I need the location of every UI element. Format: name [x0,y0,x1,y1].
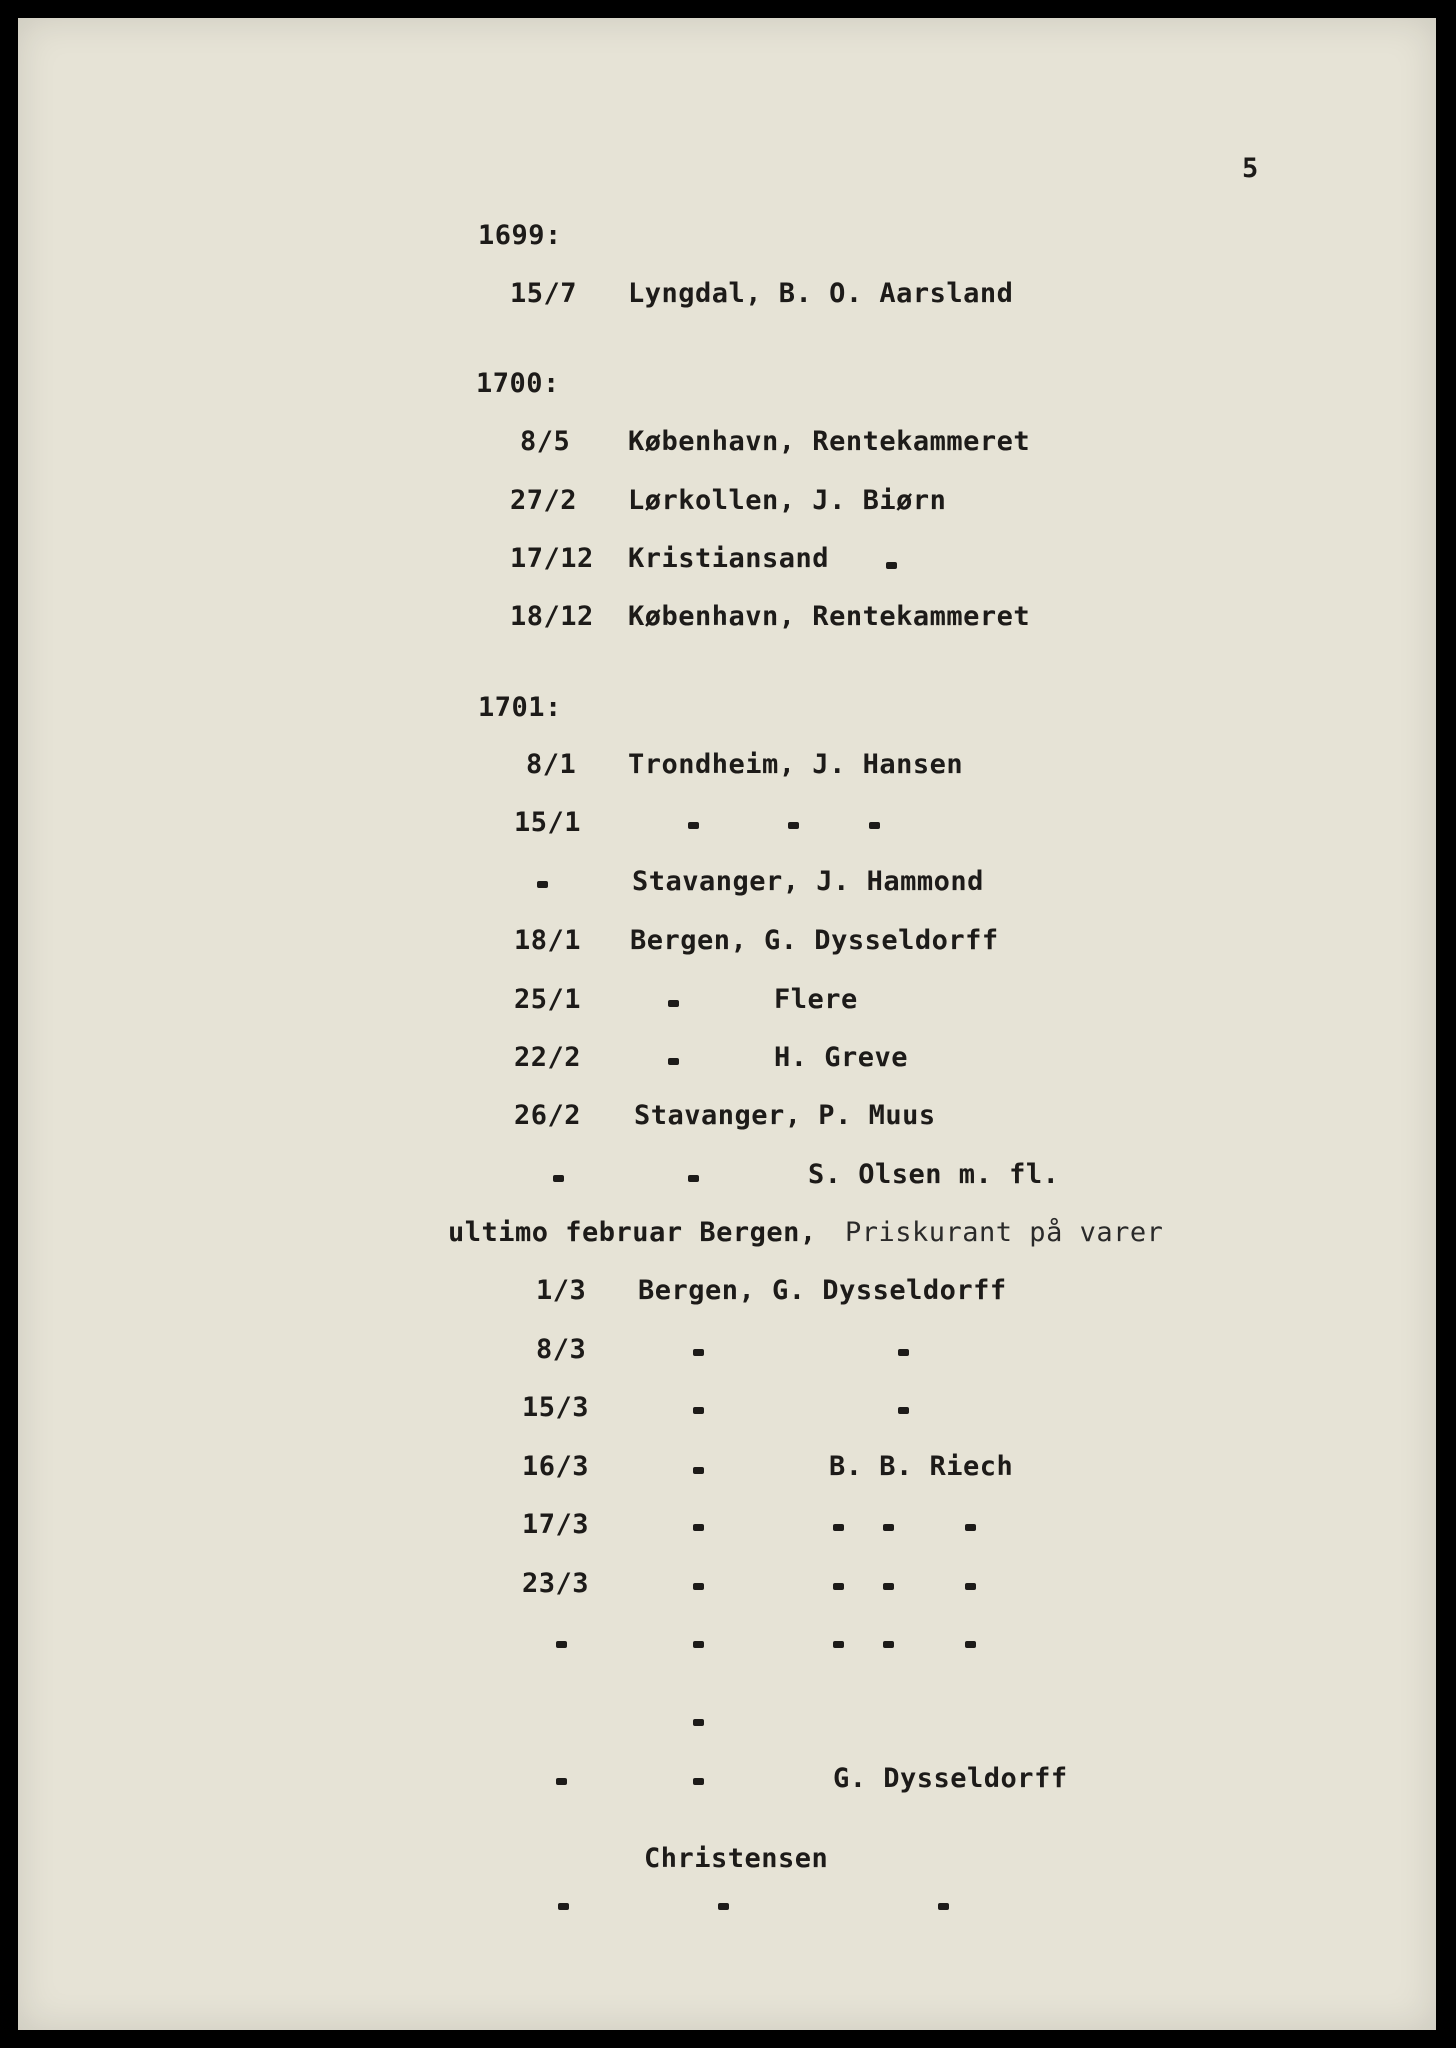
entry-date: 1/3 [536,1275,587,1306]
ditto-mark [898,1407,909,1414]
entry-text: H. Greve [774,1042,909,1073]
ditto-mark [668,1058,679,1065]
entry-text: København, Rentekammeret [628,426,1031,457]
entry-date: 26/2 [514,1100,582,1131]
ditto-mark [965,1524,976,1531]
entry-text: Bergen, G. Dysseldorff [638,1275,1007,1306]
year-heading-1701: 1701: [478,692,562,723]
entry-text: B. B. Riech [829,1451,1014,1482]
year-heading-1700: 1700: [476,368,560,399]
ditto-mark [553,1175,564,1182]
entry-text: Stavanger, J. Hammond [632,866,984,897]
ditto-mark [693,1719,704,1726]
ditto-mark [693,1467,704,1474]
entry-date: 15/7 [510,278,578,309]
ditto-mark [883,1641,894,1648]
entry-text: Flere [774,984,858,1015]
document-page [18,18,1436,2030]
entry-date: 18/12 [510,601,594,632]
entry-text: Christensen [644,1843,829,1874]
entry-date: 23/3 [522,1568,590,1599]
ditto-mark [883,1524,894,1531]
entry-date: 16/3 [522,1451,590,1482]
ditto-mark [833,1524,844,1531]
ditto-mark [833,1641,844,1648]
ditto-mark [688,822,699,829]
entry-text: G. Dysseldorff [833,1763,1068,1794]
entry-date: 22/2 [514,1042,582,1073]
entry-text: Lørkollen, J. Biørn [628,485,947,516]
ditto-mark [693,1641,704,1648]
ditto-mark [693,1524,704,1531]
ditto-mark [693,1583,704,1590]
ditto-mark [688,1175,699,1182]
year-heading-1699: 1699: [478,220,562,251]
ditto-mark [556,1641,567,1648]
ditto-mark [556,1778,567,1785]
entry-text: Priskurant på varer [845,1217,1164,1248]
entry-date: 27/2 [510,485,578,516]
ditto-mark [898,1349,909,1356]
entry-date: 8/3 [536,1334,587,1365]
entry-text: Kristiansand [628,543,830,574]
entry-date: 8/1 [526,749,577,780]
entry-text: S. Olsen m. fl. [808,1159,1060,1190]
entry-date: 25/1 [514,984,582,1015]
entry-text: København, Rentekammeret [628,601,1031,632]
entry-date: 17/3 [522,1509,590,1540]
entry-text: Bergen, G. Dysseldorff [630,925,999,956]
ditto-mark [883,1583,894,1590]
ditto-mark [693,1778,704,1785]
ditto-mark [693,1349,704,1356]
entry-date: 18/1 [514,925,582,956]
ditto-mark [788,822,799,829]
page-number: 5 [1242,153,1259,184]
ditto-mark [833,1583,844,1590]
entry-date: 8/5 [520,426,571,457]
entry-text: Stavanger, P. Muus [634,1100,936,1131]
ditto-mark [668,1000,679,1007]
entry-date: 15/3 [522,1392,590,1423]
entry-text: Lyngdal, B. O. Aarsland [628,278,1014,309]
ditto-mark [869,822,880,829]
ditto-mark [718,1903,729,1910]
ditto-mark [886,562,897,569]
entry-date: 17/12 [510,543,594,574]
ditto-mark [558,1903,569,1910]
ditto-mark [965,1583,976,1590]
ditto-mark [693,1407,704,1414]
entry-date: 15/1 [514,807,582,838]
entry-prefix: ultimo februar Bergen, [448,1217,817,1248]
ditto-mark [965,1641,976,1648]
ditto-mark [537,881,548,888]
ditto-mark [938,1903,949,1910]
entry-text: Trondheim, J. Hansen [628,749,964,780]
